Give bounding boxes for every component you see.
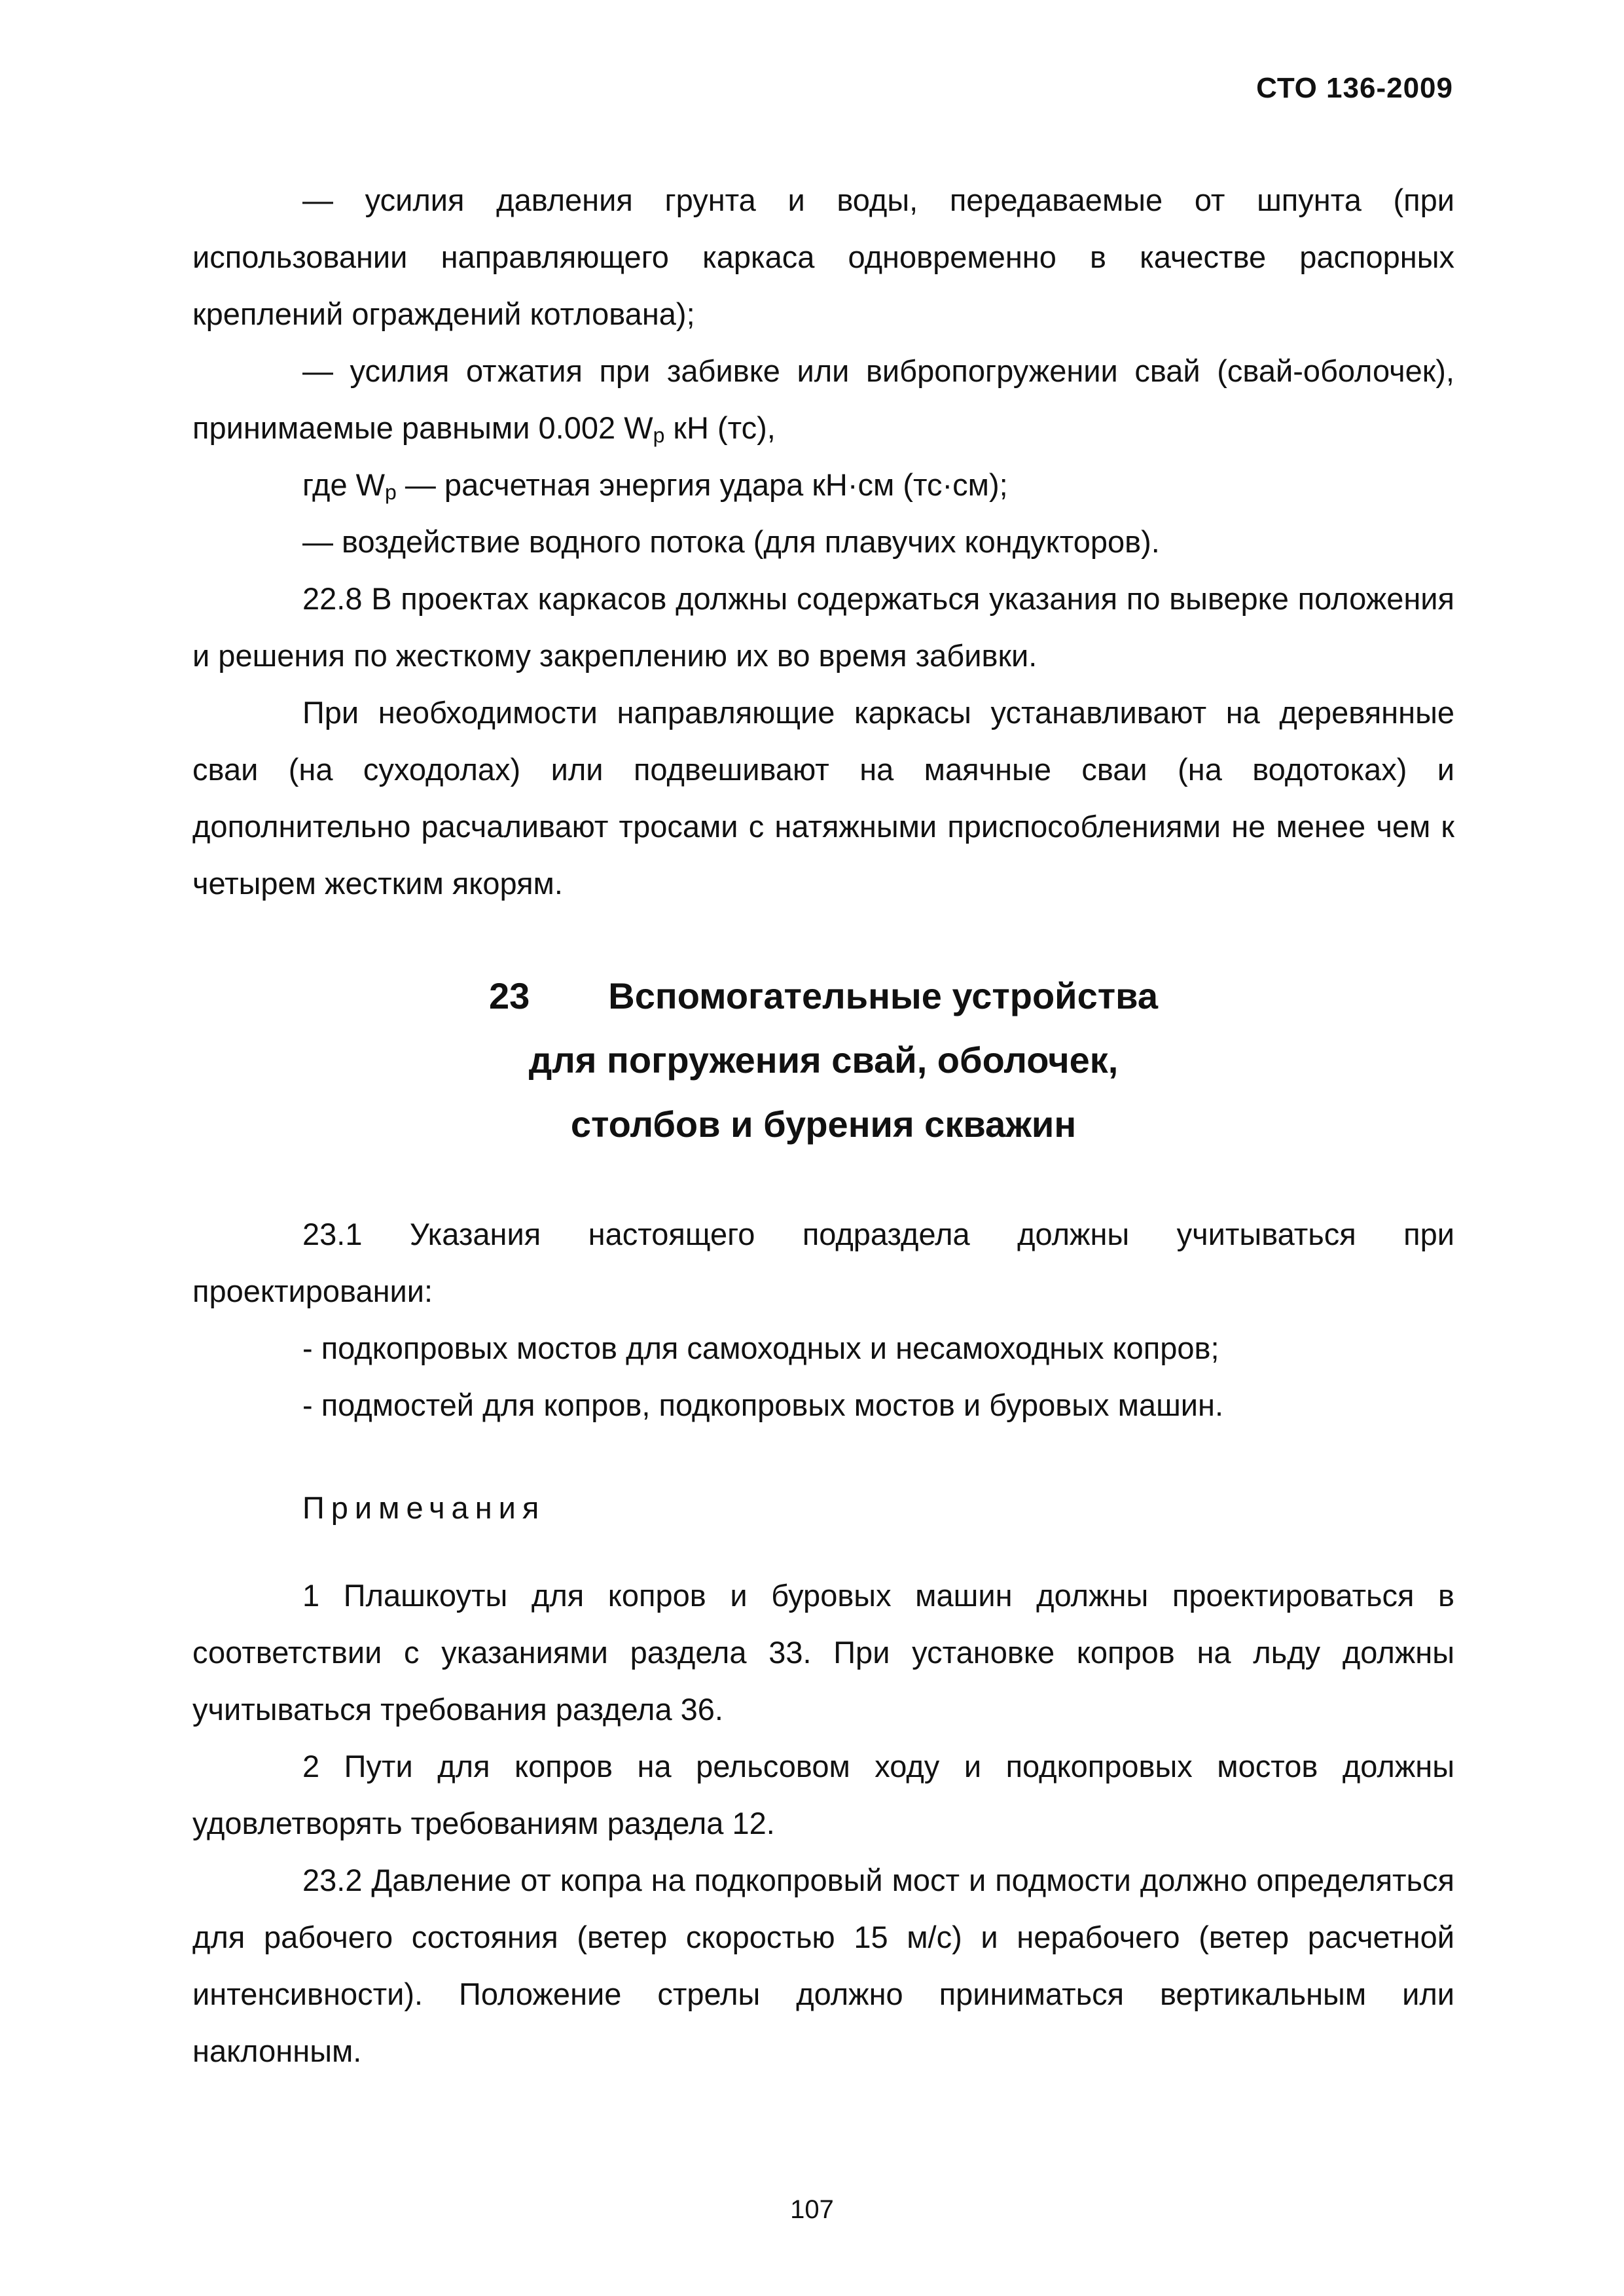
text-fragment: кН (тс), <box>664 410 776 445</box>
note-1: 1 Плашкоуты для копров и буровых машин должны проектироваться в соответствии с указаниями раздела 33. При установке копров на льду должны учитываться требования раздела 36. <box>192 1578 1454 1727</box>
paragraph-energy-definition <box>192 456 1454 513</box>
paragraph-water-flow: — воздействие водного потока (для плавучих кондукторов). <box>302 524 1160 559</box>
page-number: 107 <box>790 2195 834 2224</box>
section-title-line-2: для погружения свай, оболочек, <box>528 1039 1119 1081</box>
list-item: - подкопровых мостов для самоходных и несамоходных копров; <box>302 1331 1219 1365</box>
section-title-line-1 <box>192 964 1454 1028</box>
subscript: р <box>385 480 397 504</box>
section-heading <box>192 964 1454 1157</box>
paragraph-22-8: 22.8 В проектах каркасов должны содержаться указания по выверке положения и решения по жесткому закреплению их во время забивки. <box>192 581 1454 673</box>
section-number: 23 <box>488 975 530 1016</box>
notes-heading: Примечания <box>302 1490 546 1525</box>
paragraph-23-2: 23.2 Давление от копра на подкопровый мост и подмости должно определяться для рабочего состояния (ветер скоростью 15 м/с) и нерабочего (ветер расчетной интенсивности). Положение стрелы должно приниматься вертикальным или наклонным. <box>192 1863 1454 2068</box>
section-title-line-3: столбов и бурения скважин <box>570 1103 1077 1145</box>
text-fragment: — расчетная энергия удара кН·см (тс·см); <box>396 467 1008 502</box>
paragraph-soil-pressure: — усилия давления грунта и воды, передаваемые от шпунта (при использовании направляющего каркаса одновременно в качестве распорных креплений ограждений котлована); <box>192 183 1454 331</box>
document-code: СТО 136-2009 <box>1256 72 1453 104</box>
text-fragment: где W <box>302 467 386 502</box>
paragraph-squeeze-forces <box>192 342 1454 456</box>
section-title-text: Вспомогательные устройства <box>608 975 1159 1016</box>
note-2: 2 Пути для копров на рельсовом ходу и подкопровых мостов должны удовлетворять требованиям раздела 12. <box>192 1749 1454 1840</box>
paragraph-frame-installation: При необходимости направляющие каркасы устанавливают на деревянные сваи (на суходолах) или подвешивают на маячные сваи (на водотоках) и дополнительно расчаливают тросами с натяжными приспособлениями не менее чем к четырем жестким якорям. <box>192 695 1454 901</box>
page-content <box>192 171 1454 2079</box>
subscript: р <box>653 423 665 447</box>
list-item: - подмостей для копров, подкопровых мостов и буровых машин. <box>302 1388 1224 1422</box>
paragraph-23-1: 23.1 Указания настоящего подраздела должны учитываться при проектировании: <box>192 1217 1454 1308</box>
text-fragment: — усилия отжатия при забивке или вибропогружении свай (свай-оболочек), принимаемые равными 0.002 W <box>192 353 1454 445</box>
